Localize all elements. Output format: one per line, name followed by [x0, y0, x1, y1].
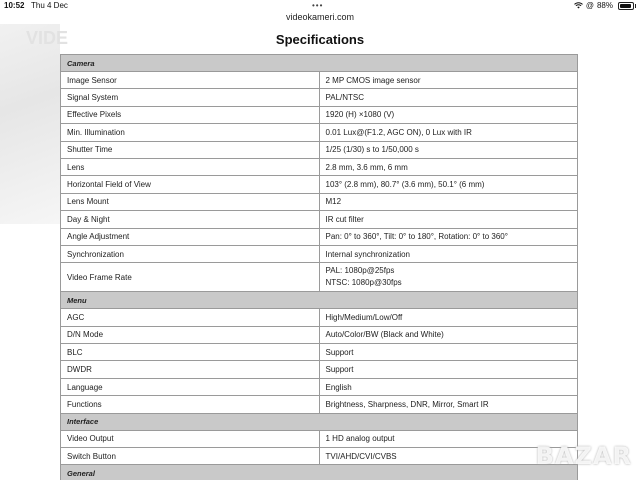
- section-title: Menu: [61, 292, 578, 309]
- table-row: [61, 193, 578, 210]
- spec-value: 2.8 mm, 3.6 mm, 6 mm: [319, 158, 578, 175]
- spec-value: Auto/Color/BW (Black and White): [319, 326, 578, 343]
- wifi-icon: [574, 2, 583, 9]
- spec-value-line: NTSC: 1080p@30fps: [325, 278, 402, 288]
- spec-value: 1920 (H) ×1080 (V): [319, 106, 578, 123]
- table-row: [61, 448, 578, 465]
- spec-value: [319, 263, 578, 292]
- spec-key: Functions: [61, 396, 320, 413]
- status-bar: [0, 0, 640, 11]
- spec-key: Video Output: [61, 430, 320, 447]
- spec-value-line: PAL: 1080p@25fps: [325, 266, 395, 276]
- section-header: [61, 413, 578, 430]
- spec-key: Image Sensor: [61, 72, 320, 89]
- spec-key: BLC: [61, 344, 320, 361]
- spec-key: D/N Mode: [61, 326, 320, 343]
- spec-value: Brightness, Sharpness, DNR, Mirror, Smart IR: [319, 396, 578, 413]
- spec-value: 0.01 Lux@(F1.2, AGC ON), 0 Lux with IR: [319, 124, 578, 141]
- watermark-logo: [0, 24, 69, 224]
- spec-key: DWDR: [61, 361, 320, 378]
- multitasking-dots-icon[interactable]: •••: [312, 1, 324, 10]
- spec-value: PAL/NTSC: [319, 89, 578, 106]
- table-row: [61, 263, 578, 292]
- table-row: [61, 228, 578, 245]
- spec-table: [60, 54, 578, 480]
- section-title: Camera: [61, 55, 578, 72]
- table-row: [61, 430, 578, 447]
- spec-value: M12: [319, 193, 578, 210]
- table-row: [61, 396, 578, 413]
- battery-icon: [618, 2, 634, 10]
- spec-value: IR cut filter: [319, 211, 578, 228]
- table-row: [61, 361, 578, 378]
- table-row: [61, 72, 578, 89]
- section-title: General: [61, 465, 578, 480]
- spec-value: Pan: 0° to 360°, Tilt: 0° to 180°, Rotation: 0° to 360°: [319, 228, 578, 245]
- spec-key: Signal System: [61, 89, 320, 106]
- table-row: [61, 344, 578, 361]
- status-date: Thu 4 Dec: [31, 1, 68, 10]
- table-row: [61, 141, 578, 158]
- url-text: videokameri.com: [285, 12, 355, 22]
- spec-key: Lens: [61, 158, 320, 175]
- spec-key: Lens Mount: [61, 193, 320, 210]
- battery-fill: [620, 4, 631, 8]
- spec-value: TVI/AHD/CVI/CVBS: [319, 448, 578, 465]
- table-row: [61, 89, 578, 106]
- spec-key: AGC: [61, 309, 320, 326]
- section-header: [61, 292, 578, 309]
- table-row: [61, 245, 578, 262]
- web-page: [0, 24, 640, 480]
- table-row: [61, 309, 578, 326]
- table-row: [61, 158, 578, 175]
- status-right: [574, 0, 634, 11]
- table-row: [61, 211, 578, 228]
- spec-key: Shutter Time: [61, 141, 320, 158]
- spec-key: Language: [61, 378, 320, 395]
- spec-value: 1 HD analog output: [319, 430, 578, 447]
- address-bar[interactable]: [0, 11, 640, 24]
- spec-value: 2 MP CMOS image sensor: [319, 72, 578, 89]
- spec-value: Internal synchronization: [319, 245, 578, 262]
- watermark-text: VIDE: [26, 28, 69, 48]
- spec-key: Synchronization: [61, 245, 320, 262]
- table-row: [61, 124, 578, 141]
- spec-key: Day & Night: [61, 211, 320, 228]
- table-row: [61, 326, 578, 343]
- status-time: 10:52: [4, 1, 25, 10]
- spec-key: Effective Pixels: [61, 106, 320, 123]
- spec-value: High/Medium/Low/Off: [319, 309, 578, 326]
- page-title: Specifications: [275, 32, 365, 47]
- bazar-watermark: BAZAR: [535, 442, 632, 470]
- spec-value: Support: [319, 361, 578, 378]
- table-row: [61, 378, 578, 395]
- spec-value: 103° (2.8 mm), 80.7° (3.6 mm), 50.1° (6 mm): [319, 176, 578, 193]
- spec-value: Support: [319, 344, 578, 361]
- spec-key: Horizontal Field of View: [61, 176, 320, 193]
- section-header: [61, 55, 578, 72]
- spec-value: 1/25 (1/30) s to 1/50,000 s: [319, 141, 578, 158]
- spec-key: Angle Adjustment: [61, 228, 320, 245]
- table-row: [61, 176, 578, 193]
- spec-key: Min. Illumination: [61, 124, 320, 141]
- section-header: [61, 465, 578, 480]
- section-title: Interface: [61, 413, 578, 430]
- spec-key: Switch Button: [61, 448, 320, 465]
- spec-value: English: [319, 378, 578, 395]
- spec-key: Video Frame Rate: [61, 263, 320, 292]
- battery-percent: 88%: [596, 1, 613, 10]
- orientation-lock-icon: @: [585, 1, 594, 10]
- table-row: [61, 106, 578, 123]
